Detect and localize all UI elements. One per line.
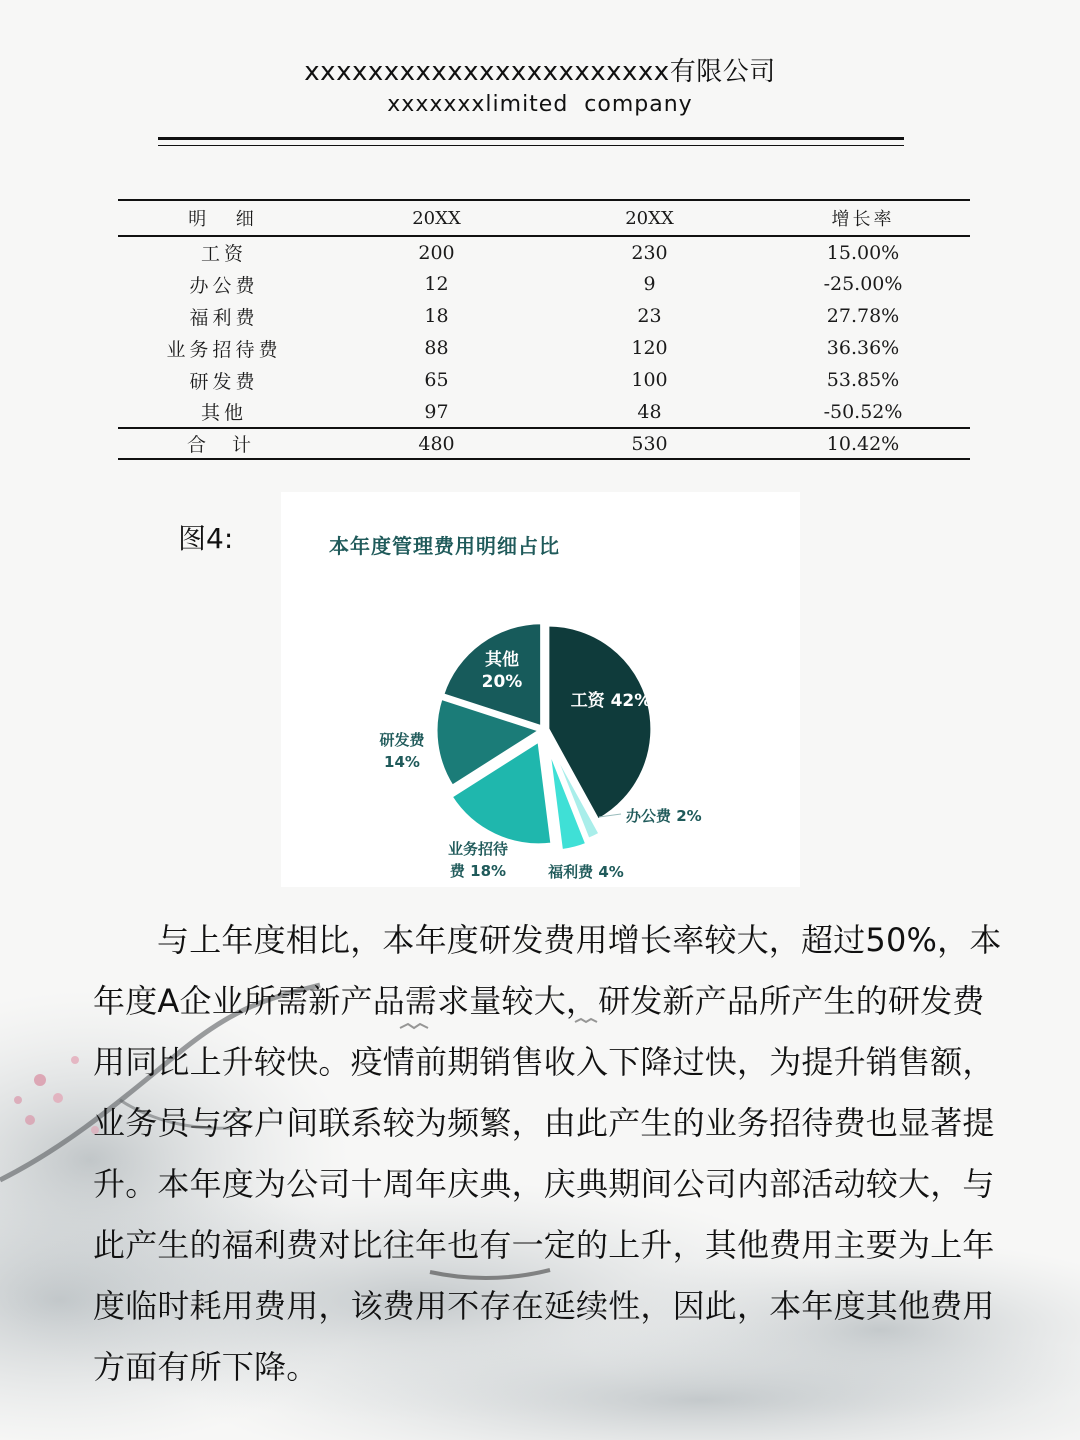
table-cell: -50.52%: [823, 400, 903, 423]
table-cell: 65: [424, 369, 449, 391]
table-cell: 9: [643, 273, 656, 295]
table-cell: 480: [330, 428, 543, 459]
table-cell: 办公费: [189, 274, 259, 297]
table-cell: 15.00%: [826, 241, 900, 264]
pie-label-6: 其他 20%: [481, 650, 523, 692]
table-cell: 36.36%: [826, 337, 900, 359]
table-row: [118, 364, 970, 396]
figure-label: 图4:: [178, 522, 234, 555]
header-cell: 20XX: [330, 200, 543, 236]
pie-label-5: 研发费 14%: [379, 731, 425, 771]
table-cell: 27.78%: [826, 305, 900, 327]
header-cell: 增长率: [756, 200, 970, 236]
table-cell: 100: [631, 369, 668, 391]
table-cell: 53.85%: [826, 369, 900, 391]
table-total-row: [118, 428, 970, 459]
table-cell: 530: [543, 428, 756, 459]
table-cell: 97: [424, 400, 449, 423]
letterhead: [0, 55, 1080, 121]
table-cell: 18: [424, 305, 449, 327]
table-cell: 业务招待费: [166, 338, 282, 361]
table-row: [118, 332, 970, 364]
company-name-cn: xxxxxxxxxxxxxxxxxxxxxxx有限公司: [304, 57, 776, 87]
table-cell: 福利费: [189, 306, 259, 329]
table-row: [118, 268, 970, 300]
table-cell: 120: [631, 337, 668, 359]
table-row: [118, 396, 970, 428]
pie-label-2: 办公费 2%: [626, 807, 702, 825]
header-divider-thick: [158, 137, 904, 140]
pie-chart-card: [281, 492, 800, 887]
table-cell: 其他: [200, 402, 247, 424]
table-cell: 48: [637, 400, 662, 423]
pie-label-3: 福利费 4%: [548, 863, 624, 881]
expense-table: [118, 199, 970, 460]
table-row: [118, 236, 970, 268]
pie-chart: [281, 492, 800, 887]
company-name-en: xxxxxxxlimited company: [387, 92, 693, 117]
table-cell: 23: [637, 305, 662, 327]
table-cell: 10.42%: [756, 428, 970, 459]
table-cell: -25.00%: [823, 273, 903, 295]
table-cell: 研发费: [189, 370, 259, 393]
pie-label-1: 工资 42%: [570, 691, 652, 711]
pie-label-4: 业务招待费 18%: [447, 840, 509, 880]
table-cell: 88: [424, 337, 449, 359]
table-cell: 200: [418, 241, 455, 264]
table-cell: 工资: [200, 243, 247, 265]
header-cell: 明 细: [118, 200, 330, 236]
header-cell: 20XX: [543, 200, 756, 236]
analysis-paragraph: 与上年度相比，本年度研发费用增长率较大，超过50%，本年度A企业所需新产品需求量较大，研发新产品所产生的研发费用同比上升较快。疫情前期销售收入下降过快，为提升销售额，业务员与客户间联系较为频繁，由此产生的业务招待费也显著提升。本年度为公司十周年庆典，庆典期间公司内部活动较大，与此产生的福利费对比往年也有一定的上升，其他费用主要为上年度临时耗用费用，该费用不存在延续性，因此，本年度其他费用方面有所下降。: [93, 921, 1002, 1386]
table-cell: 合 计: [118, 428, 330, 459]
table-row: [118, 300, 970, 332]
table-cell: 12: [424, 273, 449, 295]
table-cell: 230: [631, 241, 668, 264]
header-divider-thin: [158, 145, 904, 146]
chart-title: 本年度管理费用明细占比: [329, 534, 560, 558]
table-header-row: [118, 200, 970, 236]
